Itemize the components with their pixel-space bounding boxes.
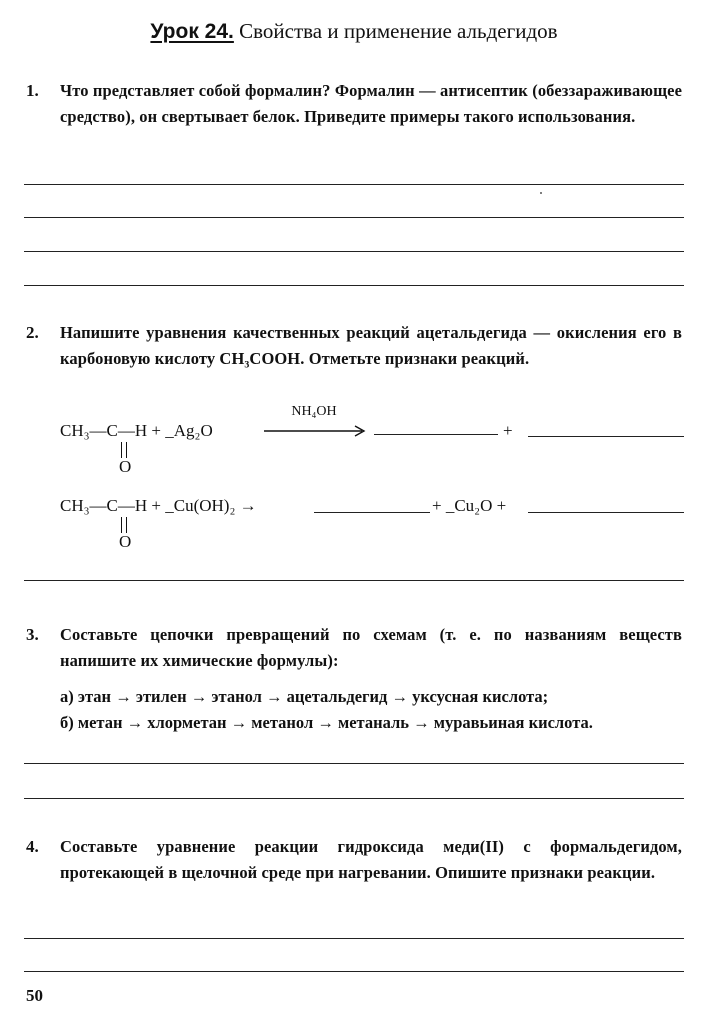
question-2-number: 2. [26, 323, 39, 342]
reaction-2-mid: + _Cu₂O + [432, 496, 507, 515]
reaction-1-second-blank[interactable] [528, 436, 684, 437]
reaction-1-plus: + [503, 421, 513, 440]
speck [540, 192, 542, 194]
answer-line[interactable] [24, 580, 684, 581]
double-bond [121, 517, 127, 533]
reaction-2-reactants: CH₃—C—H + _Cu(OH)₂ → [60, 496, 257, 515]
double-bond [121, 442, 127, 458]
carbonyl-oxygen: O [119, 457, 132, 476]
page-number: 50 [26, 986, 43, 1005]
answer-line[interactable] [24, 798, 684, 799]
lesson-number: Урок 24. [150, 20, 234, 43]
answer-line[interactable] [24, 217, 684, 218]
scheme-b: б) метан → хлорметан → метанол → метаналь → муравьиная кислота. [60, 713, 593, 732]
carbonyl-oxygen: O [119, 532, 132, 551]
scheme-a: а) этан → этилен → этанол → ацетальдегид → уксусная кислота; [60, 687, 549, 706]
reaction-1-product-blank[interactable] [374, 434, 498, 435]
question-4-number: 4. [26, 837, 39, 856]
answer-line[interactable] [24, 763, 684, 764]
answer-line[interactable] [24, 971, 684, 972]
question-2-text: Напишите уравнения качественных реакций ацетальдегида — окисления его в карбоновую кислоту CH₃COOH. Отметьте признаки реакций. [60, 323, 682, 368]
answer-line[interactable] [24, 184, 684, 185]
lesson-topic: Свойства и применение альдегидов [239, 19, 558, 43]
reaction-2-product-blank[interactable] [314, 512, 430, 513]
question-3-text: Составьте цепочки превращений по схемам (т. е. по названиям веществ напишите их химические формулы): [60, 625, 682, 670]
page-title [0, 18, 708, 45]
question-1-number: 1. [26, 81, 39, 100]
question-1-text: Что представляет собой формалин? Формалин — антисептик (обеззараживающее средство), он свертывает белок. Приведите примеры такого использования. [60, 81, 682, 126]
reaction-1-condition: NH₄OH [291, 404, 337, 419]
reaction-1-reactants: CH₃—C—H + _Ag₂O [60, 421, 213, 440]
question-3-number: 3. [26, 625, 39, 644]
answer-line[interactable] [24, 251, 684, 252]
question-4-text: Составьте уравнение реакции гидроксида меди(II) с формальдегидом, протекающей в щелочной среде при нагревании. Опишите признаки реакции. [60, 837, 682, 882]
reaction-1-arrow [262, 424, 370, 438]
reaction-2-second-blank[interactable] [528, 512, 684, 513]
answer-line[interactable] [24, 938, 684, 939]
answer-line[interactable] [24, 285, 684, 286]
